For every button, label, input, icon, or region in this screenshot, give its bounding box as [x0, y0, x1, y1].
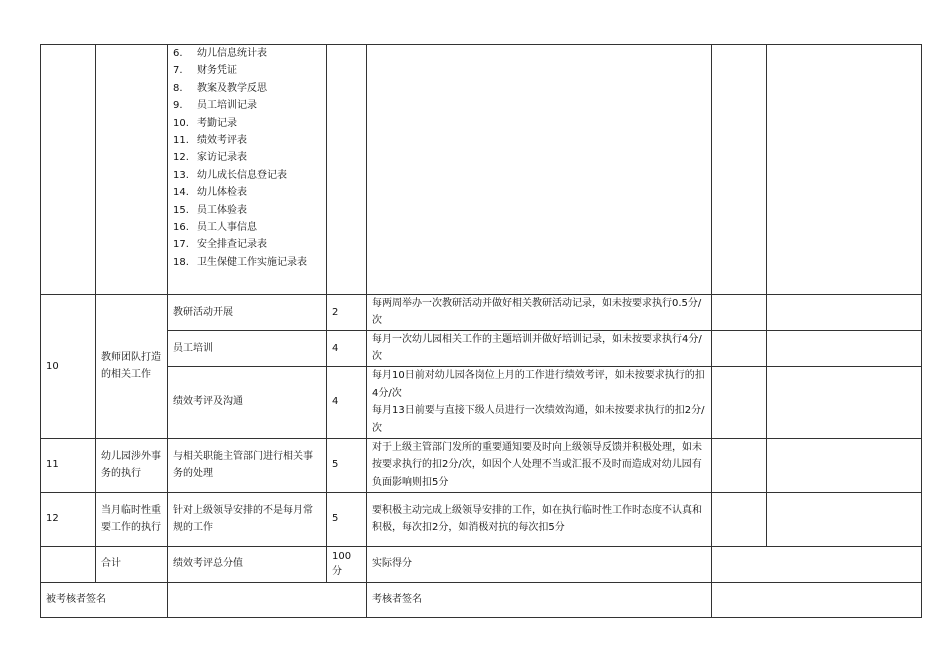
list-item-number: 13.: [173, 169, 189, 181]
list-item-text: 绩效考评表: [197, 135, 247, 147]
item-name: 绩效考评及沟通: [168, 366, 327, 438]
assessor-sign-field[interactable]: [712, 582, 922, 617]
table-row: [41, 492, 922, 546]
cell-empty: [712, 492, 767, 546]
list-item-text: 员工人事信息: [197, 222, 257, 234]
list-item-number: 8.: [173, 82, 183, 94]
list-item-text: 幼儿信息统计表: [197, 48, 267, 59]
cell-empty: [712, 438, 767, 492]
item-desc-line: 每月10日前对幼儿园各岗位上月的工作进行绩效考评，如未按要求执行的扣4分/次: [372, 370, 705, 399]
list-item: [173, 97, 321, 114]
list-item-number: 18.: [173, 256, 189, 268]
list-item-number: 12.: [173, 152, 189, 164]
list-item-number: 11.: [173, 135, 189, 147]
doc-list-cell: [168, 45, 327, 295]
table-row: [41, 438, 922, 492]
cell-empty: [767, 366, 922, 438]
list-item: [173, 149, 321, 166]
row-number: 10: [41, 295, 96, 439]
item-desc: 每月一次幼儿园相关工作的主题培训并做好培训记录，如未按要求执行4分/次: [367, 330, 712, 366]
item-score: 2: [327, 295, 367, 331]
cell-empty: [712, 45, 767, 295]
list-item-number: 16.: [173, 222, 189, 234]
row-number: 11: [41, 438, 96, 492]
item-score: 5: [327, 492, 367, 546]
list-item: [173, 184, 321, 201]
list-item-number: 14.: [173, 187, 189, 199]
list-item-number: 17.: [173, 239, 189, 251]
item-score: 5: [327, 438, 367, 492]
doc-list-row: [41, 45, 922, 295]
cell-empty: [712, 295, 767, 331]
list-item: [173, 132, 321, 149]
list-item: [173, 80, 321, 97]
list-item-text: 员工培训记录: [197, 100, 257, 112]
list-item-text: 安全排查记录表: [197, 239, 267, 251]
list-item-text: 幼儿成长信息登记表: [197, 169, 287, 181]
cell-empty: [767, 438, 922, 492]
row-number: 12: [41, 492, 96, 546]
assessment-table: [40, 44, 922, 618]
list-item: [173, 62, 321, 79]
item-name: 员工培训: [168, 330, 327, 366]
item-name: 教研活动开展: [168, 295, 327, 331]
list-item-number: 7.: [173, 65, 183, 77]
list-item-text: 员工体验表: [197, 204, 247, 216]
total-name: 绩效考评总分值: [168, 546, 327, 582]
item-desc: 要积极主动完成上级领导安排的工作，如在执行临时性工作时态度不认真和积极，每次扣2分，如消极对抗的每次扣5分: [367, 492, 712, 546]
list-item: [173, 45, 321, 62]
item-score: 4: [327, 330, 367, 366]
cell-empty: [767, 45, 922, 295]
list-item-number: 9.: [173, 100, 183, 112]
list-item-number: 15.: [173, 204, 189, 216]
row-category: 幼儿园涉外事务的执行: [96, 438, 168, 492]
cell-empty: [712, 366, 767, 438]
item-name: 针对上级领导安排的不是每月常规的工作: [168, 492, 327, 546]
actual-score-label: 实际得分: [367, 546, 712, 582]
cell-empty: [327, 45, 367, 295]
list-item: [173, 219, 321, 236]
cell-empty: [96, 45, 168, 295]
list-item-text: 卫生保健工作实施记录表: [197, 256, 307, 268]
table-row: [41, 366, 922, 438]
list-item-text: 幼儿体检表: [197, 187, 247, 199]
assessee-sign-field[interactable]: [168, 582, 367, 617]
cell-empty: [41, 45, 96, 295]
list-item-text: 家访记录表: [197, 152, 247, 164]
list-item-number: 6.: [173, 48, 183, 59]
actual-score-value[interactable]: [712, 546, 922, 582]
row-category: 教师团队打造的相关工作: [96, 295, 168, 439]
item-name: 与相关职能主管部门进行相关事务的处理: [168, 438, 327, 492]
doc-list: [173, 45, 321, 271]
list-item-text: 考勤记录: [197, 117, 237, 129]
total-score: 100分: [327, 546, 367, 582]
cell-empty: [712, 330, 767, 366]
item-desc: 对于上级主管部门发所的重要通知要及时向上级领导反馈并积极处理，如未按要求执行的扣2分/次，如因个人处理不当或汇报不及时而造成对幼儿园有负面影响则扣5分: [367, 438, 712, 492]
list-item-text: 教案及教学反思: [197, 82, 267, 94]
row-category: 当月临时性重要工作的执行: [96, 492, 168, 546]
table-row: [41, 295, 922, 331]
item-desc: 每两周举办一次教研活动并做好相关教研活动记录，如未按要求执行0.5分/次: [367, 295, 712, 331]
list-item: [173, 236, 321, 253]
cell-empty: [41, 546, 96, 582]
list-item-text: 财务凭证: [197, 65, 237, 77]
total-row: [41, 546, 922, 582]
assessee-sign-label: 被考核者签名: [41, 582, 168, 617]
list-item: [173, 254, 321, 271]
cell-empty: [767, 295, 922, 331]
cell-empty: [767, 330, 922, 366]
list-item: [173, 115, 321, 132]
list-item: [173, 167, 321, 184]
list-item: [173, 202, 321, 219]
item-score: 4: [327, 366, 367, 438]
signature-row: [41, 582, 922, 617]
list-item-number: 10.: [173, 117, 189, 129]
cell-empty: [367, 45, 712, 295]
table-row: [41, 330, 922, 366]
item-desc-line: 每月13日前要与直接下级人员进行一次绩效沟通，如未按要求执行的扣2分/次: [372, 405, 705, 434]
assessor-sign-label: 考核者签名: [367, 582, 712, 617]
item-desc: [367, 366, 712, 438]
cell-empty: [767, 492, 922, 546]
total-label: 合计: [96, 546, 168, 582]
